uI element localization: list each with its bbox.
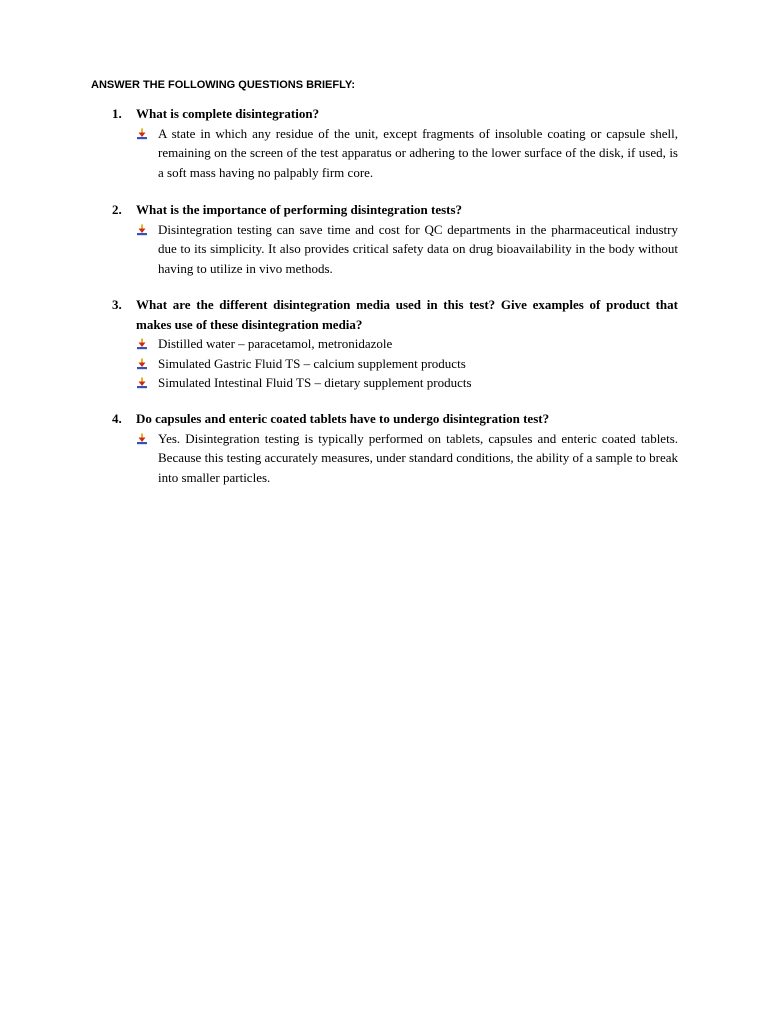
page-heading: ANSWER THE FOLLOWING QUESTIONS BRIEFLY: (91, 79, 355, 91)
answer-list (112, 220, 678, 279)
arrow-bullet-icon (136, 358, 148, 370)
answer-item (112, 220, 678, 279)
answer-text: Simulated Intestinal Fluid TS – dietary supplement products (158, 375, 472, 390)
question-block-2 (112, 200, 678, 278)
answer-text: Simulated Gastric Fluid TS – calcium supplement products (158, 355, 466, 371)
question-number: 2. (112, 202, 122, 217)
answer-list (112, 334, 678, 393)
answer-item (112, 124, 678, 183)
question-text: What is complete disintegration? (136, 106, 320, 121)
answer-text: Disintegration testing can save time and cost for QC departments in the pharmaceutical industry due to its simplicity. It also provides critical safety data on drug bioavailability in the body without having to utilize in vivo methods. (158, 221, 678, 276)
question-text: Do capsules and enteric coated tablets have to undergo disintegration test? (136, 411, 550, 426)
answer-text: A state in which any residue of the unit, except fragments of insoluble coating or capsule shell, remaining on the screen of the test apparatus or adhering to the lower surface of the disk, if used, is a soft mass having no palpably firm core. (158, 125, 678, 180)
question-text: What is the importance of performing disintegration tests? (136, 202, 463, 217)
arrow-bullet-icon (136, 128, 148, 140)
question-4 (112, 409, 678, 429)
arrow-bullet-icon (136, 338, 148, 350)
question-number: 4. (112, 411, 122, 426)
answer-item (112, 373, 678, 393)
arrow-bullet-icon (136, 224, 148, 236)
answer-text: Yes. Disintegration testing is typically performed on tablets, capsules and enteric coated tablets. Because this testing accurately measures, under standard conditions, the ability of a sample to break into smaller particles. (158, 430, 678, 485)
answer-text: Distilled water – paracetamol, metronidazole (158, 336, 393, 351)
answer-item (112, 334, 678, 354)
question-text: What are the different disintegration media used in this test? Give examples of product that makes use of these disintegration media? (136, 297, 678, 332)
answer-list (112, 124, 678, 183)
arrow-bullet-icon (136, 433, 148, 445)
question-block-3 (112, 295, 678, 393)
answer-item (112, 429, 678, 488)
question-number: 3. (112, 297, 122, 312)
question-3 (112, 295, 678, 334)
question-2 (112, 200, 678, 220)
answer-item (112, 354, 678, 374)
question-block-4 (112, 409, 678, 487)
arrow-bullet-icon (136, 377, 148, 389)
question-block-1 (112, 104, 678, 182)
question-1 (112, 104, 678, 124)
question-number: 1. (112, 106, 122, 121)
answer-list (112, 429, 678, 488)
